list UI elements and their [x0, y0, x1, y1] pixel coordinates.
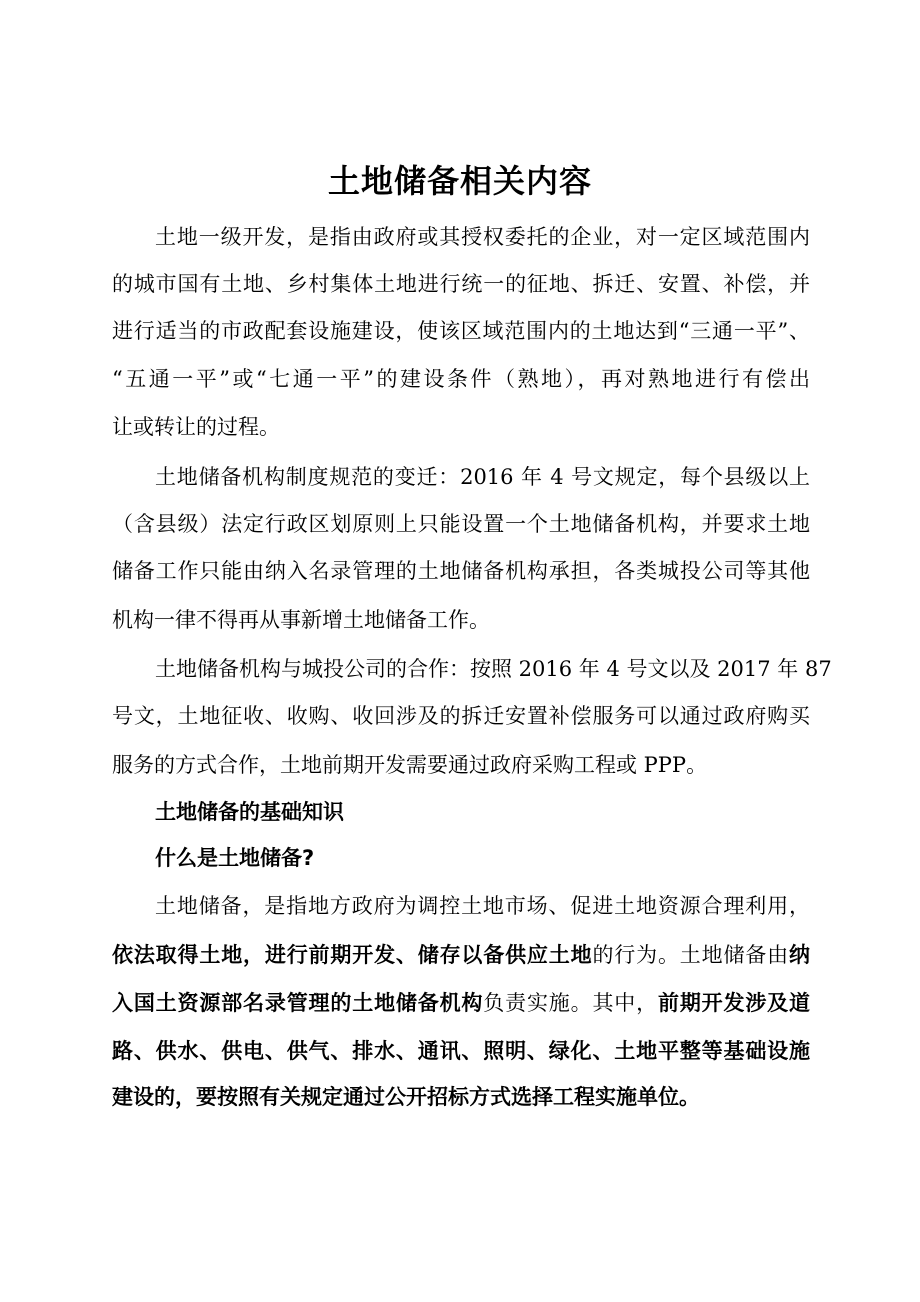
text: 土地储备机构制度规范的变迁：2016 年 4 号文规定，每个县级以上 — [155, 465, 810, 489]
bold-text: 入国土资源部名录管理的土地储备机构 — [112, 991, 484, 1015]
paragraph-3-line — [112, 702, 810, 730]
bold-text: 什么是土地储备? — [155, 846, 315, 870]
text: 土地一级开发，是指由政府或其授权委托的企业，对一定区域范围内 — [155, 225, 810, 249]
text: 储备工作只能由纳入名录管理的土地储备机构承担，各类城投公司等其他 — [112, 559, 810, 583]
paragraph-6-line — [112, 941, 810, 969]
text: “五通一平”或“七通一平”的建设条件（熟地），再对熟地进行有偿出 — [112, 367, 810, 391]
paragraph-2-line — [112, 510, 810, 538]
document-title: 土地储备相关内容 — [327, 162, 592, 200]
text: 进行适当的市政配套设施建设，使该区域范围内的土地达到“三通一平”、 — [112, 319, 810, 343]
text: 服务的方式合作，土地前期开发需要通过政府采购工程或 PPP。 — [112, 753, 708, 777]
text: 土地储备机构与城投公司的合作：按照 2016 年 4 号文以及 2017 年 87 — [155, 657, 832, 681]
bold-text: 建设的，要按照有关规定通过公开招标方式选择工程实施单位。 — [112, 1085, 700, 1109]
text: 负责实施。其中， — [483, 991, 658, 1015]
paragraph-1-line — [112, 270, 810, 298]
paragraph-1-line — [112, 365, 810, 393]
bold-text: 依法取得土地，进行前期开发、储存以备供应土地 — [112, 943, 593, 967]
text: 土地储备，是指地方政府为调控土地市场、促进土地资源合理利用， — [155, 894, 810, 918]
text: 机构一律不得再从事新增土地储备工作。 — [112, 608, 490, 632]
paragraph-2-line — [112, 606, 810, 634]
bold-text: 路、供水、供电、供气、排水、通讯、照明、绿化、土地平整等基础设施 — [112, 1039, 810, 1063]
paragraph-5-line — [155, 844, 810, 872]
text: （含县级）法定行政区划原则上只能设置一个土地储备机构，并要求土地 — [112, 512, 810, 536]
paragraph-1-line — [112, 413, 810, 441]
paragraph-2-line — [112, 557, 810, 585]
text: 的城市国有土地、乡村集体土地进行统一的征地、拆迁、安置、补偿，并 — [112, 272, 810, 296]
paragraph-6-line — [112, 1083, 810, 1111]
text: 号文，土地征收、收购、收回涉及的拆迁安置补偿服务可以通过政府购买 — [112, 704, 810, 728]
paragraph-2-line — [155, 463, 810, 491]
paragraph-1-line — [155, 223, 810, 251]
paragraph-3-line — [112, 751, 810, 779]
paragraph-4-line — [155, 798, 810, 826]
paragraph-3-line — [155, 655, 832, 683]
bold-text: 土地储备的基础知识 — [155, 800, 344, 824]
text: 的行为。土地储备由 — [592, 943, 790, 967]
bold-text: 前期开发涉及道 — [657, 991, 811, 1015]
text: 让或转让的过程。 — [112, 415, 280, 439]
paragraph-6-line — [155, 892, 810, 920]
paragraph-6-line — [112, 1037, 810, 1065]
paragraph-6-line — [112, 989, 810, 1017]
bold-text: 纳 — [789, 943, 811, 967]
paragraph-1-line — [112, 317, 810, 345]
